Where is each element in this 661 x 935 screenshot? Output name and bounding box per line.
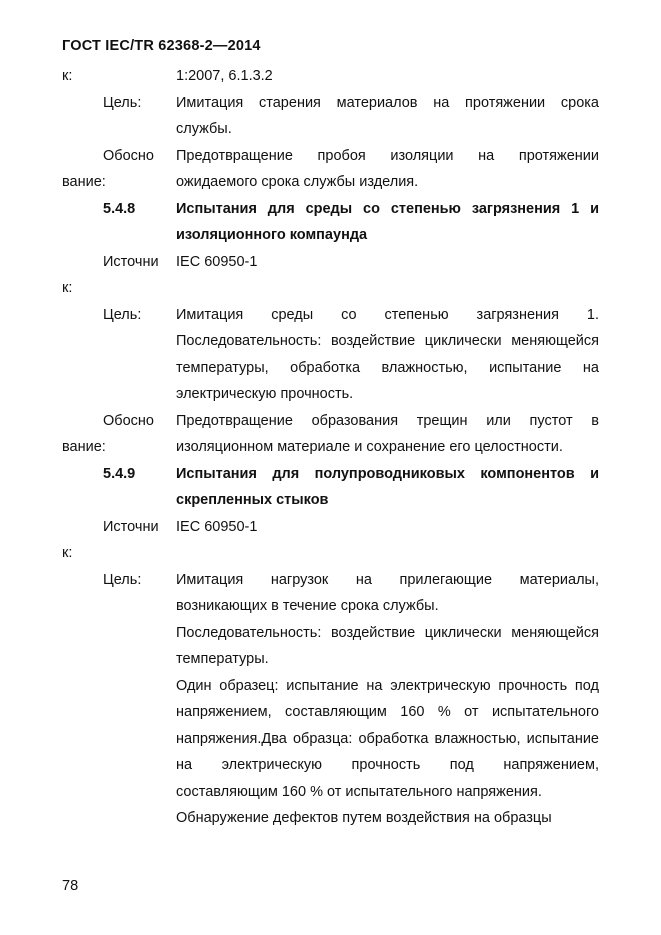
rationale-text: Предотвращение образования трещин или пустот в изоляционном материале и сохранение его целостности. (176, 412, 599, 455)
section-5-4-9 (62, 461, 599, 514)
label-rationale-part2: вание: (62, 439, 106, 455)
label-rationale (62, 143, 176, 196)
label-rationale-part1: Обосно (103, 147, 154, 164)
source-reference: 1:2007, 6.1.3.2 (176, 68, 273, 84)
label-source-part1: Источни (103, 253, 159, 270)
row-purpose (62, 567, 599, 832)
row-rationale (62, 408, 599, 461)
label-source-part2: к: (62, 280, 73, 296)
row-source (62, 249, 599, 302)
purpose-text (176, 567, 599, 832)
section-title: Испытания для полупроводниковых компонентов и скрепленных стыков (176, 465, 599, 508)
purpose-text: Имитация среды со степенью загрязнения 1. Последовательность: воздействие циклически меняющейся температуры, обработка влажностью, испытание на электрическую прочность. (176, 306, 599, 402)
section-number: 5.4.8 (103, 200, 136, 217)
label-rationale-part2: вание: (62, 174, 106, 190)
label-source (62, 514, 176, 567)
label-rationale (62, 408, 176, 461)
purpose-paragraph: Обнаружение дефектов путем воздействия на образцы (176, 810, 552, 826)
document-body (62, 63, 599, 832)
row-source (62, 514, 599, 567)
row-rationale (62, 143, 599, 196)
label-purpose: Цель: (103, 94, 142, 111)
label-source (62, 249, 176, 302)
label-purpose: Цель: (103, 306, 142, 323)
purpose-text: Имитация старения материалов на протяжении срока службы. (176, 94, 599, 137)
label-purpose: Цель: (103, 571, 142, 588)
purpose-paragraph: Один образец: испытание на электрическую прочность под напряжением, составляющим 160 % от испытательного напряжения.Два образца: обработка влажностью, испытание на электрическую прочность под напряжением, составляющим 160 % от испытательного напряжения. (176, 677, 599, 800)
page-number: 78 (62, 878, 79, 894)
label-source-part2: к: (62, 545, 73, 561)
label-source-part1: Источни (103, 518, 159, 535)
purpose-paragraph: Имитация нагрузок на прилегающие материалы, возникающих в течение срока службы. (176, 571, 599, 614)
section-5-4-8 (62, 196, 599, 249)
label-source-tail: к: (62, 68, 73, 84)
section-title: Испытания для среды со степенью загрязнения 1 и изоляционного компаунда (176, 200, 599, 243)
rationale-text: Предотвращение пробоя изоляции на протяжении ожидаемого срока службы изделия. (176, 147, 599, 190)
source-text: IEC 60950-1 (176, 518, 258, 535)
source-text: IEC 60950-1 (176, 253, 258, 270)
row-purpose (62, 302, 599, 408)
row-purpose (62, 90, 599, 143)
row-source-continued (62, 63, 599, 90)
document-header: ГОСТ IEC/TR 62368-2—2014 (62, 38, 261, 54)
section-number: 5.4.9 (103, 465, 136, 482)
label-rationale-part1: Обосно (103, 412, 154, 429)
purpose-paragraph: Последовательность: воздействие циклически меняющейся температуры. (176, 624, 599, 667)
